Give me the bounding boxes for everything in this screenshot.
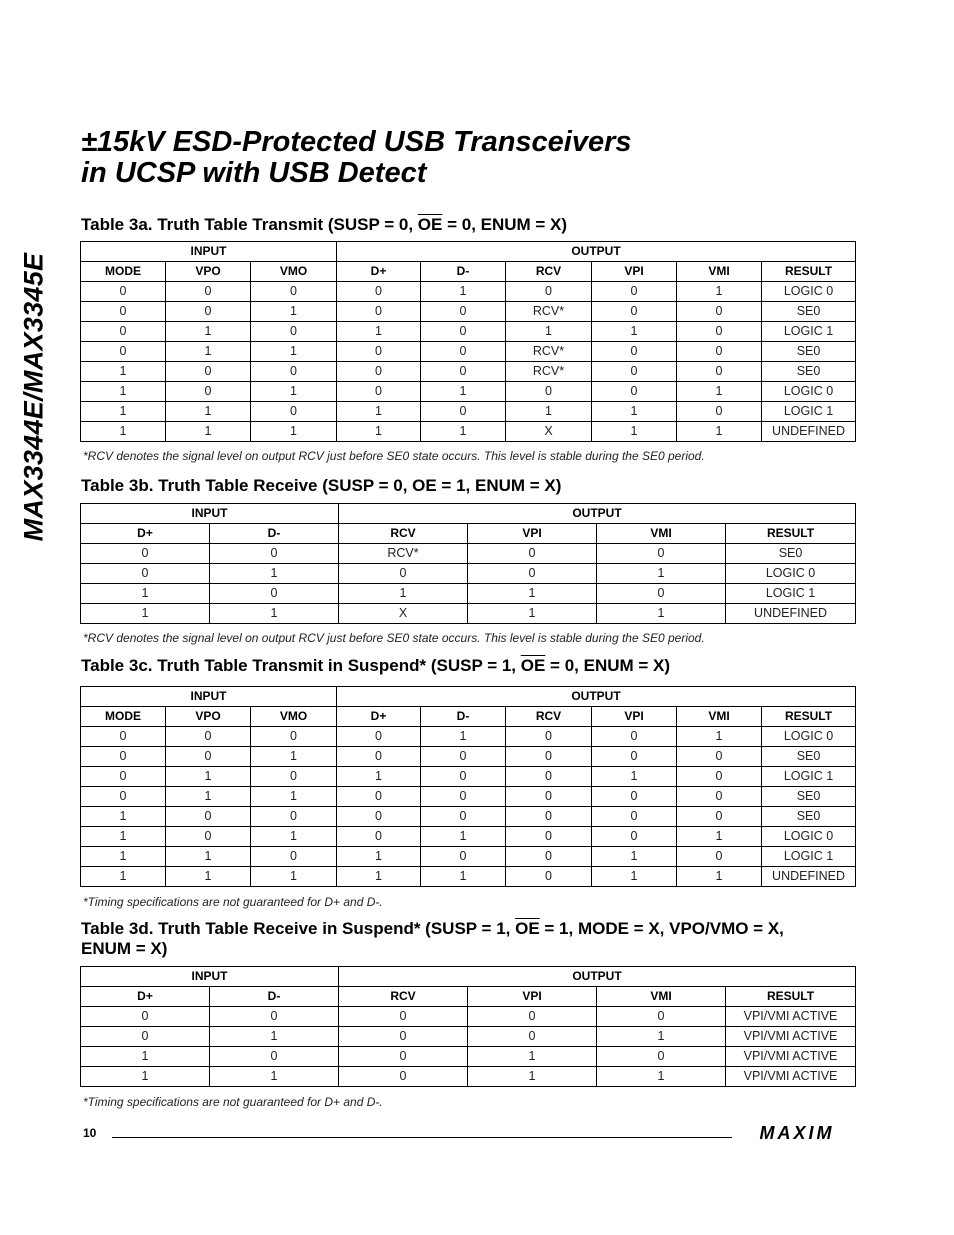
table-cell: 1 <box>166 422 251 442</box>
table3c-column-header: MODE <box>81 707 166 727</box>
table-row <box>81 564 856 584</box>
table-cell: 0 <box>592 787 677 807</box>
table-cell: 0 <box>337 302 421 322</box>
table3b-column-header: RESULT <box>726 524 856 544</box>
table-cell: 0 <box>337 807 421 827</box>
table-cell: LOGIC 0 <box>726 564 856 584</box>
table-cell: 0 <box>677 342 762 362</box>
table-cell: 0 <box>506 747 592 767</box>
table-cell: 0 <box>506 382 592 402</box>
table-cell: 0 <box>81 322 166 342</box>
table-row <box>81 1007 856 1027</box>
side-part-number <box>10 217 58 577</box>
table-cell: 1 <box>166 402 251 422</box>
table-cell: 1 <box>210 564 339 584</box>
table-cell: 1 <box>592 767 677 787</box>
table-cell: 1 <box>81 1047 210 1067</box>
table-row <box>81 1047 856 1067</box>
table-cell: 1 <box>468 1067 597 1087</box>
table-cell: 0 <box>337 282 421 302</box>
table-cell: SE0 <box>762 747 856 767</box>
page-number: 10 <box>83 1126 97 1140</box>
table-cell: 1 <box>166 767 251 787</box>
table-cell: 0 <box>337 787 421 807</box>
table-cell: 0 <box>677 807 762 827</box>
table3d-column-header: D+ <box>81 987 210 1007</box>
table3a-column-header: VMI <box>677 262 762 282</box>
table-cell: 1 <box>81 402 166 422</box>
table-cell: 1 <box>81 422 166 442</box>
table-cell: 1 <box>339 584 468 604</box>
table3c-column-header: VMI <box>677 707 762 727</box>
table-cell: 0 <box>592 747 677 767</box>
table-cell: 1 <box>337 847 421 867</box>
table-cell: 0 <box>339 564 468 584</box>
table-3c-header-row <box>81 707 856 727</box>
table-cell: 1 <box>421 382 506 402</box>
table-row <box>81 847 856 867</box>
table-cell: 0 <box>337 827 421 847</box>
table3a-column-header: RCV <box>506 262 592 282</box>
table-3b-header-row <box>81 524 856 544</box>
table-cell: 1 <box>592 422 677 442</box>
table-cell: 0 <box>468 544 597 564</box>
document-title-line2: in UCSP with USB Detect <box>81 157 427 189</box>
table-cell: 0 <box>251 322 337 342</box>
table-cell: 0 <box>251 282 337 302</box>
table-cell: 1 <box>468 604 597 624</box>
table-cell: 0 <box>677 302 762 322</box>
table-cell: 0 <box>421 362 506 382</box>
table-cell: LOGIC 0 <box>762 382 856 402</box>
table-cell: 0 <box>210 1047 339 1067</box>
table-cell: 1 <box>81 807 166 827</box>
table-row <box>81 1067 856 1087</box>
table-cell: 0 <box>506 867 592 887</box>
table-cell: 1 <box>592 402 677 422</box>
table-3d-heading-line2: ENUM = X) <box>81 939 168 958</box>
table3a-column-header: D- <box>421 262 506 282</box>
table-cell: 0 <box>592 807 677 827</box>
table-row <box>81 382 856 402</box>
table3d-column-header: RESULT <box>726 987 856 1007</box>
table-cell: 1 <box>592 847 677 867</box>
table3a-column-header: VPO <box>166 262 251 282</box>
table-cell: 1 <box>81 847 166 867</box>
document-title <box>81 127 632 189</box>
table-cell: 1 <box>166 787 251 807</box>
table-cell: 1 <box>337 402 421 422</box>
table-cell: 1 <box>210 1027 339 1047</box>
table-3b-heading: Table 3b. Truth Table Receive (SUSP = 0, OE = 1, ENUM = X) <box>81 476 562 495</box>
table-cell: 1 <box>251 747 337 767</box>
table-cell: 0 <box>597 584 726 604</box>
table-cell: 0 <box>506 282 592 302</box>
table-cell: 0 <box>421 342 506 362</box>
table-row <box>81 1027 856 1047</box>
table-cell: 0 <box>592 382 677 402</box>
table-cell: 1 <box>677 282 762 302</box>
table-cell: 0 <box>81 727 166 747</box>
table3a-column-header: D+ <box>337 262 421 282</box>
table-3a-group-output: OUTPUT <box>337 242 856 262</box>
table3b-column-header: D- <box>210 524 339 544</box>
table-cell: 0 <box>506 767 592 787</box>
table-cell: 1 <box>81 584 210 604</box>
table-cell: 1 <box>251 827 337 847</box>
table-3c <box>80 686 856 887</box>
table-cell: X <box>339 604 468 624</box>
table-cell: 0 <box>337 727 421 747</box>
table-cell: 0 <box>468 1027 597 1047</box>
table-cell: VPI/VMI ACTIVE <box>726 1047 856 1067</box>
table3a-column-header: MODE <box>81 262 166 282</box>
table-cell: 1 <box>421 727 506 747</box>
table-3b-group-input: INPUT <box>81 504 339 524</box>
table-cell: 1 <box>337 322 421 342</box>
table-cell: 0 <box>592 342 677 362</box>
table-cell: VPI/VMI ACTIVE <box>726 1027 856 1047</box>
table-cell: 1 <box>677 867 762 887</box>
table-cell: 0 <box>339 1027 468 1047</box>
table-cell: 0 <box>251 362 337 382</box>
table-cell: LOGIC 1 <box>762 402 856 422</box>
table-cell: 0 <box>677 402 762 422</box>
table-cell: 1 <box>468 1047 597 1067</box>
table-cell: 0 <box>597 544 726 564</box>
table-row <box>81 544 856 564</box>
table-cell: 1 <box>597 604 726 624</box>
table-cell: 0 <box>81 767 166 787</box>
table-cell: 0 <box>677 747 762 767</box>
table-cell: 0 <box>251 727 337 747</box>
table-cell: VPI/VMI ACTIVE <box>726 1067 856 1087</box>
table-cell: 0 <box>166 302 251 322</box>
table-cell: LOGIC 0 <box>762 727 856 747</box>
table-cell: 1 <box>81 382 166 402</box>
table3d-column-header: VMI <box>597 987 726 1007</box>
table-3d-heading-oe: OE <box>515 919 540 938</box>
table-3a-heading <box>81 215 567 235</box>
table-cell: 0 <box>81 342 166 362</box>
table-cell: 1 <box>597 1027 726 1047</box>
table-cell: 0 <box>81 544 210 564</box>
table-cell: 1 <box>251 787 337 807</box>
table-cell: 0 <box>251 767 337 787</box>
table-cell: 1 <box>506 322 592 342</box>
table-3c-heading-oe: OE <box>520 656 546 675</box>
table-cell: LOGIC 1 <box>762 322 856 342</box>
table-cell: 0 <box>421 807 506 827</box>
table-cell: 1 <box>251 382 337 402</box>
table-cell: 0 <box>81 1027 210 1047</box>
table-row <box>81 604 856 624</box>
table-cell: 0 <box>677 767 762 787</box>
table3d-column-header: RCV <box>339 987 468 1007</box>
table-cell: 1 <box>210 1067 339 1087</box>
table3c-column-header: VPO <box>166 707 251 727</box>
table-cell: 0 <box>506 807 592 827</box>
table-cell: SE0 <box>762 302 856 322</box>
table3b-column-header: RCV <box>339 524 468 544</box>
table-cell: SE0 <box>762 362 856 382</box>
table-cell: 1 <box>597 1067 726 1087</box>
table-cell: 0 <box>468 1007 597 1027</box>
table-3a <box>80 241 856 442</box>
table3c-column-header: D- <box>421 707 506 727</box>
table-cell: 1 <box>677 422 762 442</box>
table-cell: 0 <box>677 362 762 382</box>
table-3d-footnote: *Timing specifications are not guaranteed for D+ and D-. <box>83 1095 383 1109</box>
table-cell: 0 <box>251 807 337 827</box>
table-row <box>81 827 856 847</box>
table-row <box>81 727 856 747</box>
table-cell: 0 <box>251 402 337 422</box>
table3b-column-header: D+ <box>81 524 210 544</box>
table-row <box>81 867 856 887</box>
table-cell: SE0 <box>762 807 856 827</box>
table-3c-footnote: *Timing specifications are not guaranteed for D+ and D-. <box>83 895 383 909</box>
table-cell: 1 <box>81 867 166 887</box>
table-cell: 0 <box>597 1047 726 1067</box>
table-row <box>81 747 856 767</box>
table3b-column-header: VPI <box>468 524 597 544</box>
table-cell: 1 <box>677 727 762 747</box>
table-cell: 1 <box>677 827 762 847</box>
table-3d-heading-post: = 1, MODE = X, VPO/VMO = X, <box>539 919 784 938</box>
table-cell: 0 <box>421 747 506 767</box>
table-3a-heading-oe: OE <box>417 215 443 234</box>
table-cell: 1 <box>251 302 337 322</box>
table-3a-footnote: *RCV denotes the signal level on output RCV just before SE0 state occurs. This level is stable during the SE0 period. <box>83 449 705 463</box>
table-cell: 0 <box>166 807 251 827</box>
table-row <box>81 322 856 342</box>
table-cell: 1 <box>166 867 251 887</box>
table-cell: 1 <box>506 402 592 422</box>
table-cell: RCV* <box>506 342 592 362</box>
table-cell: UNDEFINED <box>762 422 856 442</box>
table-cell: 0 <box>506 727 592 747</box>
table-cell: 0 <box>81 747 166 767</box>
table-cell: 1 <box>337 867 421 887</box>
maxim-logo <box>740 1124 854 1142</box>
table-cell: 1 <box>81 362 166 382</box>
table-cell: 1 <box>251 422 337 442</box>
table-3a-header-row <box>81 262 856 282</box>
table-row <box>81 787 856 807</box>
table-cell: LOGIC 1 <box>762 767 856 787</box>
table-3d-heading <box>81 919 784 959</box>
table-cell: 0 <box>506 827 592 847</box>
table-cell: 1 <box>421 282 506 302</box>
table-cell: SE0 <box>726 544 856 564</box>
table-3d-header-row <box>81 987 856 1007</box>
table-cell: 0 <box>421 767 506 787</box>
table-cell: 0 <box>677 787 762 807</box>
maxim-logo-text: MAXIM <box>759 1124 835 1142</box>
table-cell: 0 <box>677 322 762 342</box>
table-3a-heading-post: = 0, ENUM = X) <box>442 215 568 234</box>
table-cell: X <box>506 422 592 442</box>
table-cell: RCV* <box>506 362 592 382</box>
table-cell: 0 <box>166 727 251 747</box>
table-cell: 0 <box>337 747 421 767</box>
table-cell: 0 <box>421 847 506 867</box>
table-3a-group-input: INPUT <box>81 242 337 262</box>
table-cell: 0 <box>339 1067 468 1087</box>
table-3b <box>80 503 856 624</box>
table-3b-footnote: *RCV denotes the signal level on output RCV just before SE0 state occurs. This level is stable during the SE0 period. <box>83 631 705 645</box>
table-row <box>81 767 856 787</box>
table-cell: 0 <box>592 282 677 302</box>
table3a-column-header: RESULT <box>762 262 856 282</box>
table-row <box>81 402 856 422</box>
table-cell: 1 <box>251 867 337 887</box>
table-row <box>81 584 856 604</box>
table-cell: 1 <box>81 827 166 847</box>
table-cell: 1 <box>592 867 677 887</box>
table-cell: 0 <box>506 847 592 867</box>
table-cell: 0 <box>592 302 677 322</box>
table-cell: 1 <box>166 342 251 362</box>
table-cell: 1 <box>251 342 337 362</box>
table-cell: 0 <box>597 1007 726 1027</box>
table-3b-group-output: OUTPUT <box>339 504 856 524</box>
table-cell: 1 <box>166 847 251 867</box>
table-row <box>81 302 856 322</box>
table-3c-heading-post: = 0, ENUM = X) <box>545 656 671 675</box>
table-3c-group-output: OUTPUT <box>337 687 856 707</box>
table-cell: 1 <box>677 382 762 402</box>
table-cell: 0 <box>337 362 421 382</box>
table3c-column-header: VMO <box>251 707 337 727</box>
table-cell: 0 <box>506 787 592 807</box>
table3c-column-header: VPI <box>592 707 677 727</box>
table-row <box>81 422 856 442</box>
table-3c-heading <box>81 656 670 676</box>
table-cell: 0 <box>468 564 597 584</box>
table-3d-heading-pre: Table 3d. Truth Table Receive in Suspend* (SUSP = 1, <box>81 919 516 938</box>
table-cell: SE0 <box>762 342 856 362</box>
table-cell: VPI/VMI ACTIVE <box>726 1007 856 1027</box>
table-cell: 1 <box>421 422 506 442</box>
table-cell: 0 <box>337 382 421 402</box>
table-cell: 0 <box>592 827 677 847</box>
table-cell: 0 <box>210 1007 339 1027</box>
table-cell: RCV* <box>506 302 592 322</box>
table-cell: 0 <box>337 342 421 362</box>
table3c-column-header: D+ <box>337 707 421 727</box>
table-row <box>81 282 856 302</box>
table-cell: 0 <box>210 544 339 564</box>
table-3d-group-input: INPUT <box>81 967 339 987</box>
side-part-number-text: MAX3344E/MAX3345E <box>18 252 49 542</box>
table-cell: 1 <box>166 322 251 342</box>
table-row <box>81 807 856 827</box>
table-cell: 0 <box>210 584 339 604</box>
table-cell: 1 <box>337 422 421 442</box>
table-cell: LOGIC 1 <box>762 847 856 867</box>
table-cell: 0 <box>592 362 677 382</box>
table-cell: 1 <box>81 604 210 624</box>
table-3c-group-input: INPUT <box>81 687 337 707</box>
table-cell: 0 <box>251 847 337 867</box>
table-cell: 0 <box>339 1007 468 1027</box>
table-cell: 0 <box>421 322 506 342</box>
table-cell: 0 <box>166 362 251 382</box>
table3a-column-header: VPI <box>592 262 677 282</box>
table-cell: 0 <box>339 1047 468 1067</box>
table-cell: 0 <box>677 847 762 867</box>
table-3a-heading-pre: Table 3a. Truth Table Transmit (SUSP = 0, <box>81 215 418 234</box>
table3d-column-header: D- <box>210 987 339 1007</box>
table-cell: 0 <box>166 747 251 767</box>
table-cell: LOGIC 0 <box>762 827 856 847</box>
table-3c-heading-pre: Table 3c. Truth Table Transmit in Suspend* (SUSP = 1, <box>81 656 521 675</box>
footer-rule <box>112 1137 732 1138</box>
table-cell: LOGIC 1 <box>726 584 856 604</box>
table-cell: UNDEFINED <box>762 867 856 887</box>
table-row <box>81 342 856 362</box>
table-cell: 1 <box>337 767 421 787</box>
table3d-column-header: VPI <box>468 987 597 1007</box>
table-cell: UNDEFINED <box>726 604 856 624</box>
table-cell: 0 <box>421 402 506 422</box>
table-cell: 1 <box>421 827 506 847</box>
table-cell: 0 <box>81 1007 210 1027</box>
table-3d <box>80 966 856 1087</box>
table-cell: 0 <box>166 282 251 302</box>
table-cell: 0 <box>421 787 506 807</box>
table-cell: SE0 <box>762 787 856 807</box>
table-cell: 0 <box>592 727 677 747</box>
table-cell: 0 <box>81 787 166 807</box>
table-cell: RCV* <box>339 544 468 564</box>
table3a-column-header: VMO <box>251 262 337 282</box>
table-cell: 1 <box>592 322 677 342</box>
table-cell: 0 <box>81 282 166 302</box>
table-cell: 1 <box>421 867 506 887</box>
table-cell: 0 <box>81 302 166 322</box>
table-3d-group-output: OUTPUT <box>339 967 856 987</box>
table-cell: 0 <box>166 382 251 402</box>
table-cell: 0 <box>166 827 251 847</box>
table3c-column-header: RCV <box>506 707 592 727</box>
table-cell: 1 <box>210 604 339 624</box>
table-cell: 1 <box>468 584 597 604</box>
table3c-column-header: RESULT <box>762 707 856 727</box>
table-cell: 0 <box>81 564 210 584</box>
table-cell: 1 <box>597 564 726 584</box>
document-title-line1: ±15kV ESD-Protected USB Transceivers <box>81 126 632 158</box>
table3b-column-header: VMI <box>597 524 726 544</box>
table-cell: 0 <box>421 302 506 322</box>
table-row <box>81 362 856 382</box>
table-cell: 1 <box>81 1067 210 1087</box>
table-cell: LOGIC 0 <box>762 282 856 302</box>
